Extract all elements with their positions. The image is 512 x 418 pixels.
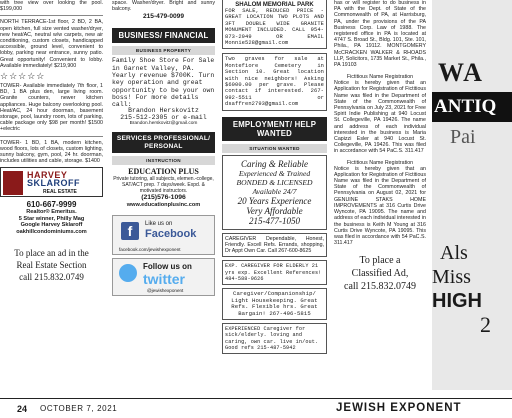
listing-tower-b: TOWER- 1 BD, 1 BA, modern kitchen, wood floors, lots of closets, custom lighting, sunny balcony, gym, pool, 24 hr. doorman, includes utilities and cable, storage. $1400 [0,139,103,165]
listing-north-terrace: NORTH TERRACE-1st floor, 2 BD, 2 BA, open kitchen, full size vented washer/dryer, new heat/AC, neutral w/w carpets, new air conditioning, custom closets, handicapped accessible, ground level, convenient to lobby, parking near entrance, sunny patio. Great opportunity! Convenient to lobby. Available immediately! $219,900 [0,19,103,69]
graves-body: Two graves for sale at Montefiore Cemetery in Section 10. Great location with nice neighbors! Asking $6000.00 per grave. Please contact if interested. 267-992-5511 or dsaffren2793@gmail.com [225,56,324,108]
place-ad-realestate [0,247,103,283]
twitter-name: twitter [143,270,185,287]
companion-body: Caregiver/Companionship/ Light Housekeeping. Great Refs. Flexible hrs. Great Bargain! 267-496-5815 [231,289,318,317]
page-footer [0,398,512,418]
ad-pain: Pai [450,126,476,148]
twitter-follow-text: Follow us on [143,261,192,271]
caring-line-5: 20 Years Experience [237,195,312,206]
edu-site: www.educationplusinc.com [126,202,201,209]
fictitious-notice-1: Notice is hereby given that an Application for Registration of Fictitious Name was filed in the Department of State of the Commonwealth of Pennsylvania on July 23, 2021 for Free Spirit Indie Publishing at 940 Locust St. Collegeville, PA 19426. The name and address of each individual interested in the business is Maria Capizzi Esler at 940 Locust St. Collegeville, PA 19426. This was filed in accordance with 54 PaC.S. 311.417 [334,80,426,155]
column-1 [0,0,103,283]
header-services: SERVICES PROFESSIONAL/ PERSONAL [112,132,215,153]
header-employment: EMPLOYMENT/ HELP WANTED [222,117,327,141]
companion-ad [222,288,327,320]
page-number: 24 [17,404,28,414]
fictitious-notice-2: Notice is hereby given that an Application for Registration of Fictitious Name was filed in the Department of State of the Commonwealth of Pennsylvania on August 02, 2021 for GENUINE STAKS HOME IMPROVEMENTS at 316 Curtis Drive Wyncote, PA 19095. The name and address of each individual interested in the business is Keith M Young at 316 Curtis Drive Wyncote, PA 19095. This was filed in accordance with 54 PaC.S. 311.417 [334,165,426,247]
subheader-situation: SITUATION WANTED [222,144,327,153]
agent-award: 5 Star winner, Philly Mag [18,215,85,222]
agent-site: oakhillcondominiums.com [16,228,87,235]
ad-also: Als [440,242,468,264]
legal-notice-top: has or will register to do business in PA with the Dept. of State of the Commonwealth of PA, at Harrisburg, PA, under the provisions of the PA Business Corp. Law of 1988. The registered office in PA is located at 4747 S. Broad St., Bldg. 101, Ste. 101, Phila., PA 19112. MONTGOMERY McCRACKEN WALKER & RHOADS LLP, Solicitors, 1735 Market St., Phila., PA 19103 [334,0,426,69]
footer-rule [0,398,512,399]
caring-reliable-ad [222,155,327,230]
logo-house-icon [3,171,23,195]
montefiore-graves-ad [222,53,327,110]
header-business-financial: BUSINESS/ FINANCIAL [112,28,215,43]
caring-line-7: 215-477-1050 [249,215,300,226]
caregiver-body: CAREGIVER Dependable, Honest, Friendly. Excell Refs. Errands, shopping, Dr Appt Own Car. Call 267-600-8625 [225,235,324,255]
place-ad-line-1: To place an ad in the [14,248,89,259]
classified-line-1: To place a [359,255,401,267]
logo-name-2: SKLAROFF [27,178,80,189]
realtor-info [0,200,103,235]
logo-sub: REAL ESTATE [43,189,77,196]
shalom-body: FOR SALE, REDUCED PRICE - GREAT LOCATION TWO PLOTS AND 3FT DOUBLE WIDE GRANITE MONUMENT INCLUDED. CALL 954-873-2949 OR EMAIL Monnie528@gmail.com [225,8,324,47]
issue-date: OCTOBER 7, 2021 [40,404,118,413]
ad-miss: Miss [432,266,471,288]
shalom-memorial-ad [222,0,327,49]
column-2 [112,0,215,296]
shalom-title: SHALOM MEMORIAL PARK [235,2,314,8]
listing-tower-a: TOWER- Available immediately 7th floor, 1 BD, 1 BA plus den, large living room. Granite counters, newer kitchen appliances. Huge balcony overlooking pool. Heat/AC, 24 hour doorman, basement storage, pool, laundry room, lots of parking, cable package only $98 per month! $1500 +electric [0,83,103,133]
ad-antique: ANTIQ [434,96,497,117]
subheader-business-property: BUSINESS PROPERTY [112,46,215,55]
contact-name: Brandon Herskovitz [128,107,199,115]
stars-icon: ☆☆☆☆☆ [0,71,46,82]
ad-big-w: WA [438,58,484,87]
facebook-url: facebook.com/jewishexponent [119,246,181,252]
edu-title: EDUCATION PLUS [128,167,199,177]
experienced-body: EXPERIENCED Caregiver for sick/elderly. loving and caring, own car. live in/out. Good refs 215-487-5942 [225,326,319,351]
publication-name: JEWISH EXPONENT [336,402,462,414]
caring-line-3: BONDED & LICENSED [236,177,313,187]
fictitious-heading-1: Fictitious Name Registration [346,74,414,81]
agent-realtor: Realtor® Emeritus. [26,209,77,216]
caring-line-4: Available 24/7 [252,186,297,196]
contact-email: Brandon.herskovitz@gmail.com [129,121,198,127]
listing-top: with tree view over looking the pool. $199,000 [0,0,103,13]
antiques-display-ad [432,0,512,390]
logo-name-1: HARVEY [27,170,68,181]
place-classified-ad [334,254,426,293]
caring-line-1: Caring & Reliable [241,158,308,169]
column-3 [222,0,327,354]
ad-high: HIGH [432,290,482,312]
divider [0,15,103,16]
exp-caregiver-body: EXP. CAREGIVER FOR ELDERLY 21 yrs exp. Excellent References! 484-588-9626 [225,263,322,282]
agent-phone: 610-667-9999 [26,200,77,210]
agent-google: Google Harvey Sklaroff [20,222,83,229]
business-contact [112,108,215,126]
exp-caregiver-ad [222,260,327,285]
business-property-ad: Family Shoe Store For Sale in Garnet Valley, PA. Yearly revenue $700K. Turn key operation and great opportunity to be your own boss! For more details call: [112,57,215,109]
twitter-handle: @jewishexponent [147,287,184,293]
ad-number: 2 [480,312,491,337]
column-4 [334,0,426,293]
harvey-sklaroff-logo [0,167,103,197]
classified-line-3: call 215.832.0749 [344,281,416,293]
caring-line-6: Very Affordable [246,205,303,216]
facebook-like-text: Like us on [145,220,173,227]
place-ad-line-3: call 215.832.0749 [19,272,84,283]
facebook-icon: f [121,222,139,240]
place-ad-line-2: Real Estate Section [16,260,87,271]
twitter-promo[interactable] [112,258,215,296]
contact-phone: 215-512-2305 or e-mail [120,113,207,121]
listing-top-2: space. Washer/dryer. Bright and sunny balcony. [112,0,215,13]
experienced-caregiver-ad [222,323,327,354]
divider [0,136,103,137]
fictitious-heading-2: Fictitious Name Registration [346,159,414,166]
subheader-instruction: INSTRUCTION [112,156,215,165]
twitter-bird-icon [119,264,137,282]
listing-phone: 215-479-0099 [142,13,185,21]
classified-line-2: Classified Ad, [351,268,409,280]
education-plus-ad [112,167,215,209]
edu-body: Private tutoring, all subjects, elemen.-college, SAT/ACT prep. 7 days/week. Expd. & motivated instructors. [113,176,214,195]
facebook-promo[interactable] [112,215,215,255]
caring-line-2: Experienced & Trained [238,168,311,178]
facebook-name: Facebook [145,227,197,240]
edu-phone: (215)576-1096 [141,194,186,202]
caregiver-ad [222,233,327,258]
